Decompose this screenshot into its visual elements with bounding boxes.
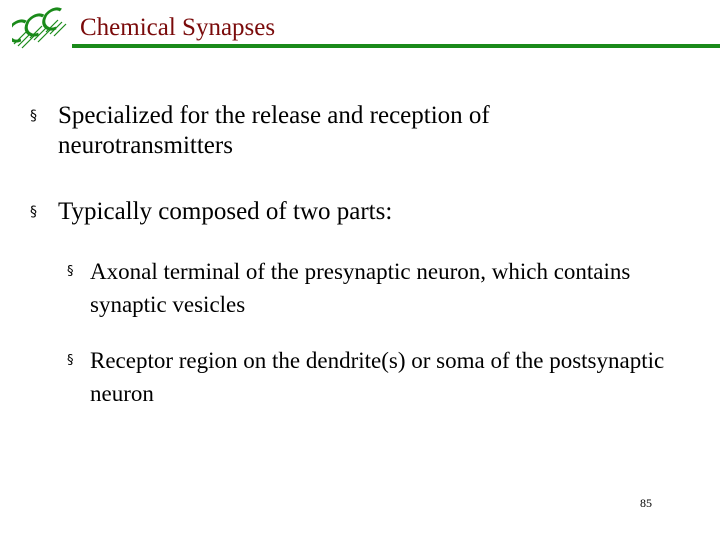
slide-title: Chemical Synapses [80,14,276,41]
sub-bullet-marker: § [67,264,74,279]
sub-bullet-marker: § [67,353,74,368]
ecc-logo [12,6,72,50]
bullet-marker: § [30,108,37,124]
sub-bullet-text: Receptor region on the dendrite(s) or soma of the postsynaptic neuron [90,348,665,406]
bullet-text: Typically composed of two parts: [58,198,393,225]
title-underline [72,44,720,48]
bullet-marker: § [30,204,37,220]
sub-bullet-item [67,255,687,321]
ecc-logo-icon [12,6,72,50]
sub-bullet-item [67,344,687,410]
sub-bullet-text: Axonal terminal of the presynaptic neuron, which contains synaptic vesicles [90,259,631,317]
bullet-item [30,197,670,227]
page-number: 85 [640,496,652,510]
bullet-text: Specialized for the release and reception of neurotransmitters [58,102,490,159]
bullet-item [30,101,670,161]
